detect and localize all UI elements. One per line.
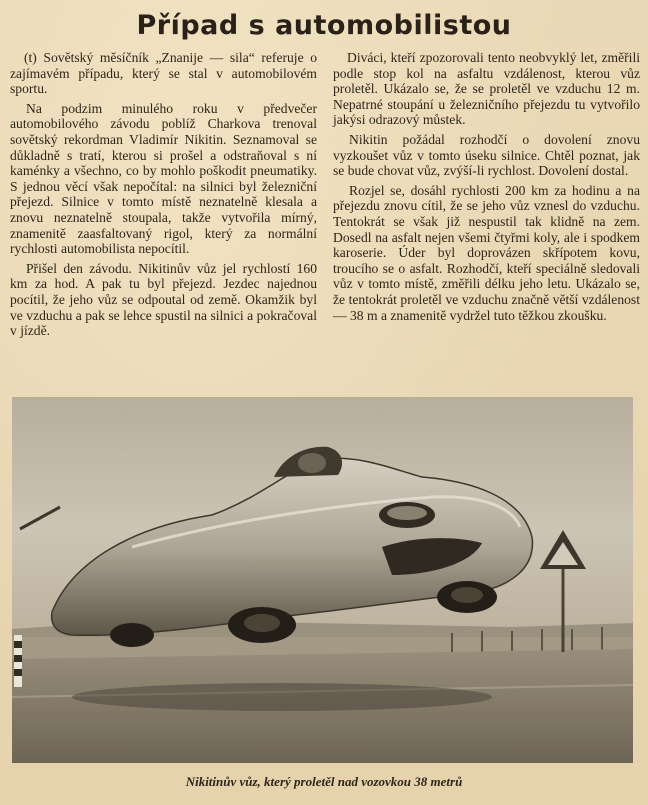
paragraph: Nikitin požádal rozhodčí o dovolení znovu vyzkoušet vůz v tomto úseku silnice. Chtěl poznat, jak se bude chovat vůz, zvýší-li rychlost. Dovolení dostal. (333, 131, 640, 179)
race-car-photo (12, 397, 633, 763)
paragraph: Přišel den závodu. Nikitinův vůz jel rychlostí 160 km za hod. A pak tu byl přejezd. Jezdec najednou pocítil, že jeho vůz se odpoutal od země. Okamžik byl ve vzduchu a pak se lehce spustil na silnici a pokračoval v jízdě. (10, 260, 317, 339)
left-text-column (10, 50, 317, 343)
paragraph: Na podzim minulého roku v předvečer automobilového závodu poblíž Charkova trenoval sovětský rekordman Vladimír Nikitin. Seznamoval se důkladně s tratí, kterou si prošel a odstraňoval s ní kaménky a všechno, co by mohlo poškodit pneumatiky. S jednou věcí však nepočítal: na silnici byl železniční přejezd. Silnice v tomto místě neznatelně klesala a znovu neznatelně stoupala, takže vytvořila mírný, znamenitě zaasfaltovaný rigol, který za normální rychlosti automobilista nepocítil. (10, 100, 317, 257)
photo-caption: Nikitinův vůz, který proletěl nad vozovkou 38 metrů (185, 774, 463, 789)
flying-car-illustration (12, 397, 633, 763)
right-text-column (333, 50, 640, 327)
paragraph: Rozjel se, dosáhl rychlosti 200 km za hodinu a na přejezdu znovu cítil, že se jeho vůz vznesl do vzduchu. Tentokrát se však již nespustil tak klidně na zem. Dosedl na asfalt nejen všemi čtyřmi koly, ale i spodkem karoserie. Úder byl doprovázen skřípotem kovu, troucího se o asfalt. Rozhodčí, kteří speciálně sledovali vůz v tomto místě, změřili délku jeho letu. Ukázalo se, že tentokrát proletěl ve vzduchu značně větší vzdálenost — 38 m a znamenitě vydržel tuto těžkou zkoušku. (333, 182, 640, 323)
article-headline: Případ s automobilistou (136, 10, 512, 41)
paragraph: Diváci, kteří zpozorovali tento neobvyklý let, změřili podle stop kol na asfaltu vzdálenost, kterou vůz proletěl. Ukázalo se, že se proletěl ve vzduchu 12 m. Nepatrné stoupání u železničního přejezdu tu vytvořilo jakýsi odrazový můstek. (333, 50, 640, 128)
paragraph: (t) Sovětský měsíčník „Znanije — sila“ referuje o zajímavém případu, který se stal v automobilovém sportu. (10, 50, 317, 97)
